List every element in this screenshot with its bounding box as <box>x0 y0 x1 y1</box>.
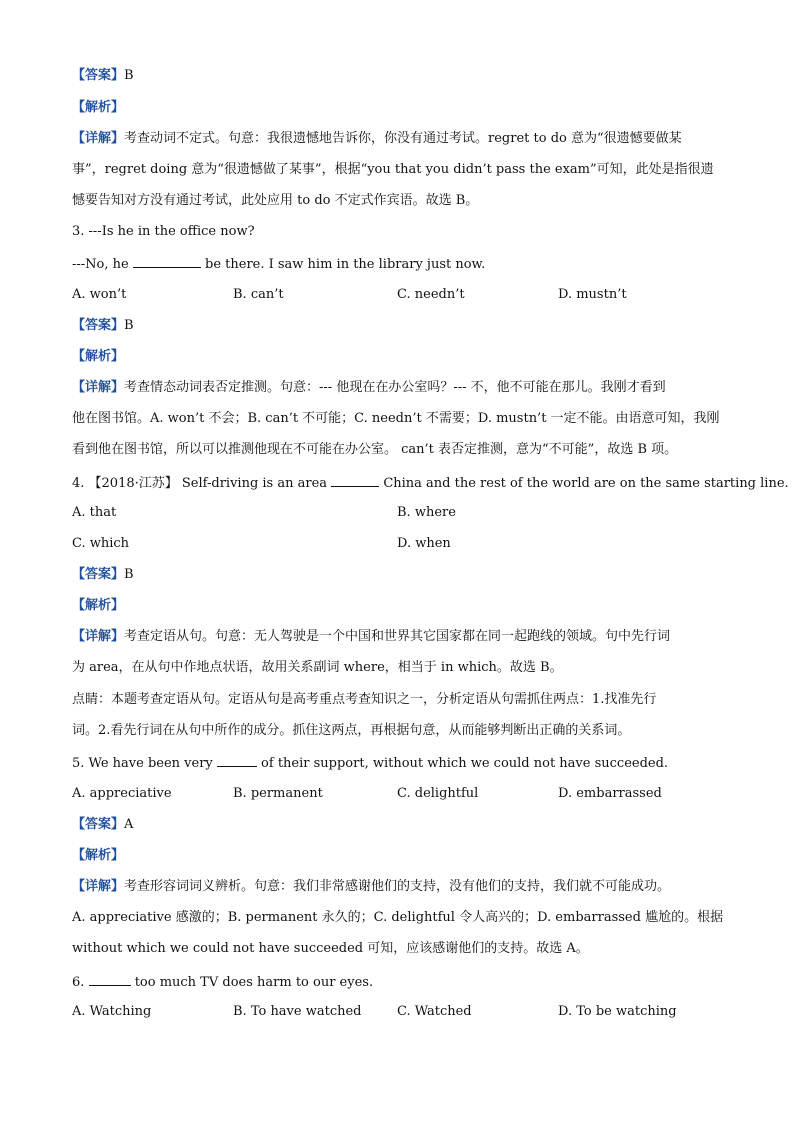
q2-answer-line <box>72 66 134 86</box>
q4-detail-line-2: 为 area，在从句中作地点状语，故用关系副词 where，相当于 in which。故选 B。 <box>72 660 563 675</box>
q3-analysis-label: 【解析】 <box>72 349 125 364</box>
answer-label: 【答案】 <box>72 318 125 333</box>
q2-detail-line-1: 【详解】考查动词不定式。句意：我很遗憾地告诉你，你没有通过考试。regret to do 意为“很遗憾要做某 <box>72 131 682 146</box>
q4-note-line-1: 点睛：本题考查定语从句。定语从句是高考重点考查知识之一，分析定语从句需抓住两点：1.找准先行 <box>72 692 657 707</box>
q4-option-d: D. when <box>397 536 451 551</box>
answer-label: 【答案】 <box>72 567 125 582</box>
q2-analysis-label: 【解析】 <box>72 100 125 115</box>
q4-stem: 4. 【2018·江苏】 Self-driving is an area China and the rest of the world are on the same starting line. <box>72 472 789 494</box>
q4-option-a: A. that <box>72 505 117 520</box>
q3-option-b: B. can’t <box>233 287 284 302</box>
q3-option-c: C. needn’t <box>397 287 465 302</box>
answer-label: 【答案】 <box>72 68 125 83</box>
detail-label: 【详解】 <box>72 131 125 146</box>
q2-detail-line-2: 事”，regret doing 意为“很遗憾做了某事”，根据“you that you didn’t pass the exam”可知，此处是指很遗 <box>72 162 714 177</box>
q3-option-a: A. won’t <box>72 287 127 302</box>
q5-stem: 5. We have been very of their support, without which we could not have succeeded. <box>72 752 668 774</box>
q3-stem-line-1: 3. ---Is he in the office now? <box>72 224 255 239</box>
answer-value: A <box>124 817 134 832</box>
answer-blank <box>89 971 131 986</box>
answer-value: B <box>124 68 134 83</box>
answer-blank <box>331 472 379 487</box>
q5-option-a: A. appreciative <box>72 786 172 801</box>
q3-detail-line-1: 【详解】考查情态动词表否定推测。句意：--- 他现在在办公室吗？--- 不，他不可能在那儿。我刚才看到 <box>72 380 666 395</box>
q4-option-c: C. which <box>72 536 130 551</box>
q5-option-d: D. embarrassed <box>558 786 662 801</box>
answer-label: 【答案】 <box>72 817 125 832</box>
detail-label: 【详解】 <box>72 380 125 395</box>
q4-detail-line-1: 【详解】考查定语从句。句意：无人驾驶是一个中国和世界其它国家都在同一起跑线的领域。句中先行词 <box>72 629 671 644</box>
q3-stem-line-2: ---No, he be there. I saw him in the library just now. <box>72 253 485 275</box>
q4-option-b: B. where <box>397 505 456 520</box>
q6-option-d: D. To be watching <box>558 1004 677 1019</box>
q6-option-a: A. Watching <box>72 1004 152 1019</box>
q6-stem: 6. too much TV does harm to our eyes. <box>72 971 373 993</box>
q3-detail-line-3: 看到他在图书馆，所以可以推测他现在不可能在办公室。 can’t 表否定推测，意为“不可能”，故选 B 项。 <box>72 442 678 457</box>
q3-detail-line-2: 他在图书馆。A. won’t 不会；B. can’t 不可能；C. needn’t 不需要；D. mustn’t 一定不能。由语意可知，我刚 <box>72 411 720 426</box>
q3-option-d: D. mustn’t <box>558 287 627 302</box>
q3-answer-line <box>72 316 134 336</box>
detail-label: 【详解】 <box>72 879 125 894</box>
q5-analysis-label: 【解析】 <box>72 848 125 863</box>
q4-analysis-label: 【解析】 <box>72 598 125 613</box>
answer-blank <box>217 752 257 767</box>
q5-answer-line <box>72 815 133 835</box>
answer-blank <box>133 253 201 268</box>
q5-option-c: C. delightful <box>397 786 479 801</box>
q5-detail-line-1: 【详解】考查形容词词义辨析。句意：我们非常感谢他们的支持，没有他们的支持，我们就不可能成功。 <box>72 879 671 894</box>
detail-label: 【详解】 <box>72 629 125 644</box>
q5-detail-line-2: A. appreciative 感激的；B. permanent 永久的；C. delightful 令人高兴的；D. embarrassed 尴尬的。根据 <box>72 910 724 925</box>
q6-option-c: C. Watched <box>397 1004 472 1019</box>
answer-value: B <box>124 318 134 333</box>
q4-answer-line <box>72 565 134 585</box>
q4-note-line-2: 词。2.看先行词在从句中所作的成分。抓住这两点，再根据句意，从而能够判断出正确的关系词。 <box>72 723 631 738</box>
q5-detail-line-3: without which we could not have succeeded 可知，应该感谢他们的支持。故选 A。 <box>72 941 589 956</box>
q2-detail-line-3: 憾要告知对方没有通过考试，此处应用 to do 不定式作宾语。故选 B。 <box>72 193 479 208</box>
q5-option-b: B. permanent <box>233 786 323 801</box>
answer-value: B <box>124 567 134 582</box>
q6-option-b: B. To have watched <box>233 1004 362 1019</box>
